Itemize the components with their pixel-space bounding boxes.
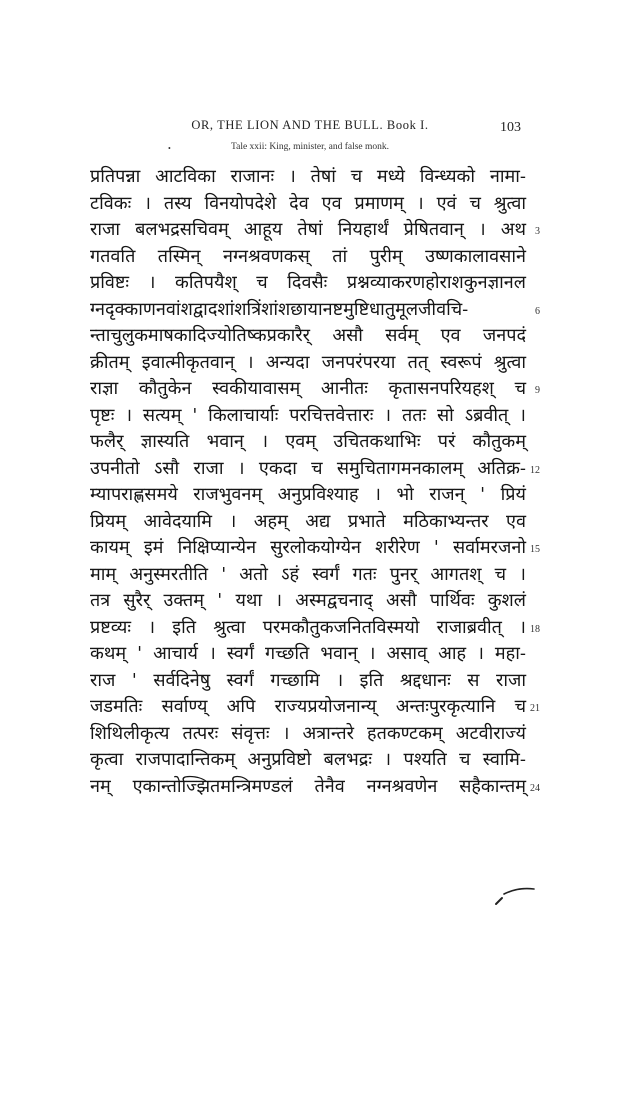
sanskrit-text-block <box>90 164 540 800</box>
line-text: राजा बलभद्रसचिवम् आहूय तेषां नियहार्थं प्रेषितवान् । अथ <box>90 219 526 240</box>
bullet-mark: • <box>168 144 171 153</box>
line-text: कृत्वा राजपादान्तिकम् अनुप्रविष्टो बलभद्रः । पश्यति च स्वामि- <box>90 749 526 770</box>
line-number: 9 <box>535 385 540 396</box>
line-text: फलैर् ज्ञास्यति भवान् । एवम् उचितकथाभिः परं कौतुकम् <box>90 431 526 452</box>
text-line <box>90 297 540 324</box>
text-line <box>90 747 526 774</box>
text-line <box>90 164 526 191</box>
text-line <box>90 403 526 430</box>
text-line <box>90 721 526 748</box>
text-line <box>90 694 540 721</box>
line-number: 15 <box>530 544 540 555</box>
text-line <box>90 376 540 403</box>
line-text: प्रष्टव्यः । इति श्रुत्वा परमकौतुकजनितविस्मयो राजाब्रवीत् । <box>90 616 526 638</box>
text-line <box>90 562 526 589</box>
line-text: न्ताचुलुकमाषकादिज्योतिष्कप्रकारैर् असौ सर्वम् एव जनपदं <box>90 325 526 346</box>
line-text: शिथिलीकृत्य तत्परः संवृत्तः । अत्रान्तरे हतकण्टकम् अटवीराज्यं <box>90 722 526 744</box>
text-line <box>90 615 540 642</box>
line-text: गतवति तस्मिन् नग्नश्रवणकस् तां पुरीम् उष्णकालावसाने <box>90 245 526 267</box>
tale-subtitle-text: Tale xxii: King, minister, and false monk. <box>230 142 390 152</box>
text-line <box>90 191 526 218</box>
line-text: नम् एकान्तोज्झितमन्त्रिमण्डलं तेनैव नग्नश्रवणेन सहैकान्तम् <box>90 775 526 797</box>
line-text: जडमतिः सर्वाण्य् अपि राज्यप्रयोजनान्य् अन्तःपुरकृत्यानि च <box>90 696 526 717</box>
line-text: उपनीतो ऽसौ राजा । एकदा च समुचितागमनकालम् अतिक्र- <box>90 457 526 479</box>
text-line <box>90 588 526 615</box>
text-line <box>90 668 526 695</box>
line-text: माम् अनुस्मरतीति ' अतो ऽहं स्वर्गं गतः पुनर् आगतश् च । <box>90 563 526 585</box>
line-text: पृष्टः । सत्यम् ' किलाचार्याः परचित्तवेत्तारः । ततः सो ऽब्रवीत् । <box>90 404 526 426</box>
text-line <box>90 217 540 244</box>
text-line <box>90 482 526 509</box>
line-number: 6 <box>535 305 540 317</box>
line-text: प्रियम् आवेदयामि । अहम् अद्य प्रभाते मठिकाभ्यन्तर एव <box>90 510 526 532</box>
line-text: टविकः । तस्य विनयोपदेशे देव एव प्रमाणम् । एवं च श्रुत्वा <box>90 192 526 214</box>
text-line <box>90 323 526 350</box>
line-text: ग्नदृक्काणनवांशद्वादशांशत्रिंशांशछायानष्टमुष्टिधातुमूलजीवचि- <box>90 298 469 320</box>
running-title: OR, THE LION AND THE BULL. Book I. <box>191 118 429 132</box>
text-line <box>90 244 526 271</box>
line-number: 24 <box>530 782 540 794</box>
line-text: राज्ञा कौतुकेन स्वकीयावासम् आनीतः कृतासनपरियहश् च <box>90 378 526 399</box>
text-line <box>90 535 540 562</box>
line-text: क्रीतम् इवात्मीकृतवान् । अन्यदा जनपरंपरया तत् स्वरूपं श्रुत्वा <box>90 351 526 373</box>
line-number: 18 <box>530 623 540 635</box>
line-text: प्रविष्टः । कतिपयैश् च दिवसैः प्रश्नव्याकरणहोराशकुनज्ञानल <box>90 272 526 293</box>
text-line <box>90 350 526 377</box>
line-text: म्यापराह्णसमये राजभुवनम् अनुप्रविश्याह । भो राजन् ' प्रियं <box>90 484 526 505</box>
line-text: तत्र सुरैर् उक्तम् ' यथा । अस्मद्वचनाद् असौ पार्थिवः कुशलं <box>90 590 526 611</box>
tale-subtitle <box>160 142 460 152</box>
pen-mark-scribble <box>494 884 538 908</box>
text-line <box>90 456 540 483</box>
line-text: कथम् ' आचार्य । स्वर्गं गच्छति भवान् । असाव् आह । महा- <box>90 643 526 664</box>
line-text: प्रतिपन्ना आटविका राजानः । तेषां च मध्ये विन्ध्यको नामा- <box>90 166 526 187</box>
text-line <box>90 641 526 668</box>
text-line <box>90 270 526 297</box>
text-line <box>90 774 540 801</box>
line-number: 21 <box>530 703 540 714</box>
page-number: 103 <box>500 120 521 135</box>
text-line <box>90 509 526 536</box>
line-number: 3 <box>535 226 540 237</box>
line-text: राज ' सर्वदिनेषु स्वर्गं गच्छामि । इति श्रद्दधानः स राजा <box>90 669 526 691</box>
line-number: 12 <box>530 464 540 476</box>
text-line <box>90 429 526 456</box>
line-text: कायम् इमं निक्षिप्यान्येन सुरलोकयोग्येन शरीरेण ' सर्वामरजनो <box>90 537 526 558</box>
